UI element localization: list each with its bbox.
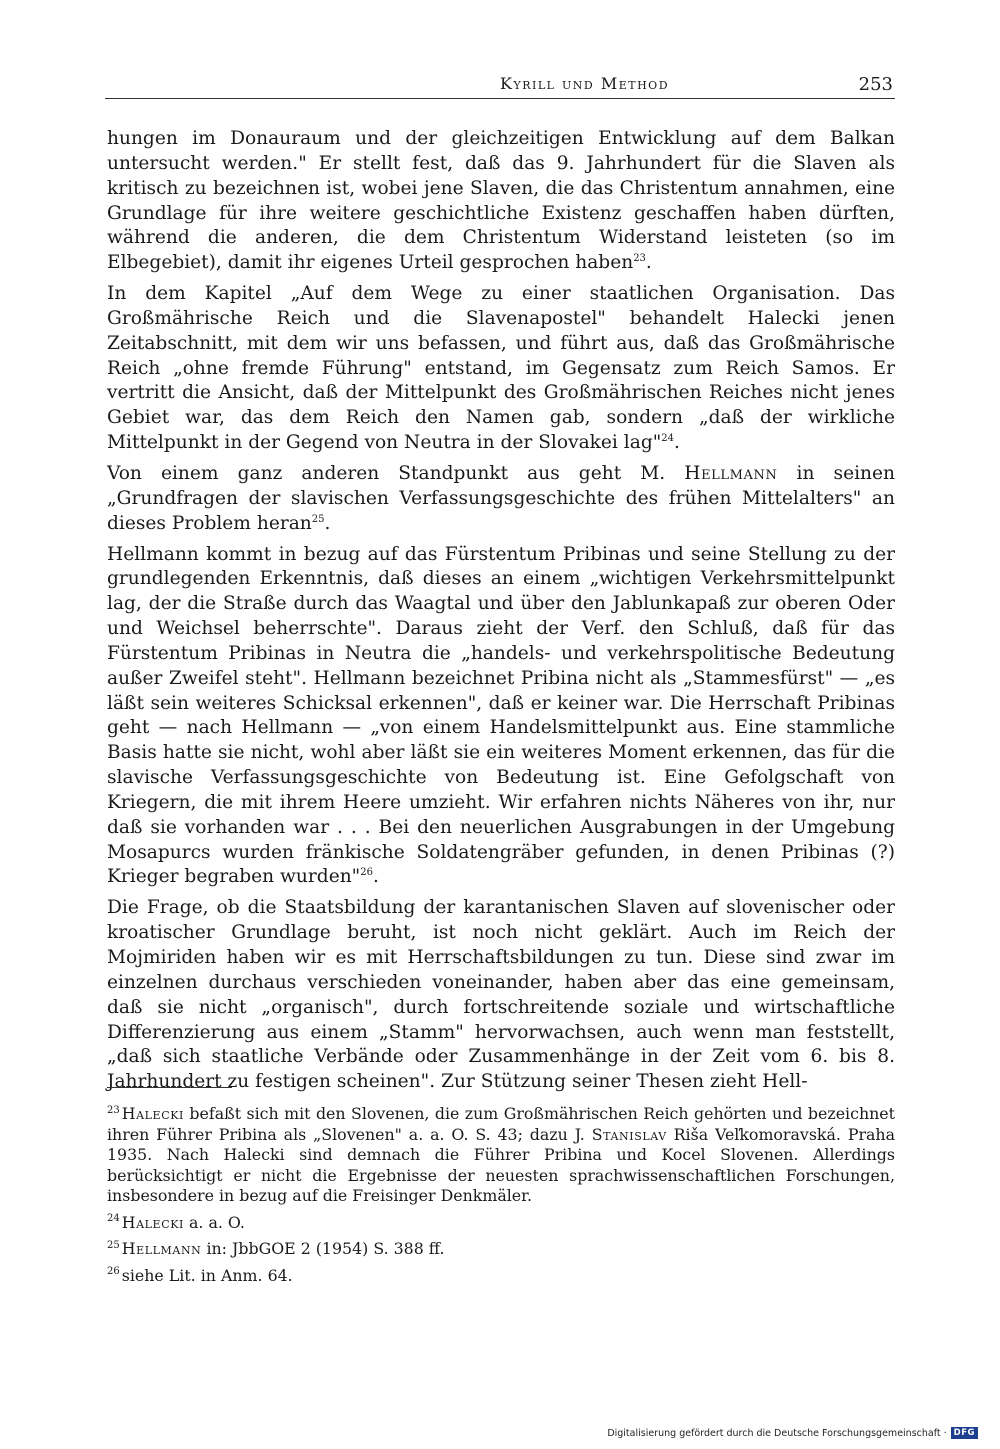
paragraph: hungen im Donauraum und der gleichzeitigen Entwicklung auf dem Balkan untersucht werden." Er stellt fest, daß das 9. Jahrhundert für die Slaven als kritisch zu bezeichnen ist, wobei jene Slaven, die das Christentum annahmen, eine Grundlage für ihre weitere geschichtliche Existenz geschaffen haben dürften, während die anderen, die dem Christentum Widerstand leisteten (so im Elbegebiet), damit ihr eigenes Urteil gesprochen haben$^{23}$.	[107, 128, 895, 274]
author-name: Hellmann	[684, 462, 778, 484]
footnote: $^{26}$ siehe Lit. in Anm. 64.	[107, 1265, 293, 1285]
footnotes	[107, 1104, 895, 1292]
footnote-rule	[107, 1087, 232, 1088]
running-title: Kyrill und Method	[500, 74, 670, 93]
footnote: $^{24}$ Halecki a. a. O.	[107, 1212, 245, 1232]
footnote-number: 24	[107, 1213, 120, 1225]
footnote-reference: 26	[360, 867, 373, 879]
paragraph: Die Frage, ob die Staatsbildung der karantanischen Slaven auf slovenischer oder kroatischer Grundlage beruht, ist noch nicht geklärt. Auch im Reich der Mojmiriden haben wir es mit Herrschaftsbildungen zu tun. Diese sind zwar im einzelnen durchaus verschieden voneinander, haben aber das eine gemeinsam, daß sie nicht „organisch", durch fortschreitende soziale und wirtschaftliche Differenzierung aus einem „Stamm" hervorwachsen, auch wenn man feststellt, „daß sich staatliche Verbände oder Zusammenhänge in der Zeit vom 6. bis 8. Jahrhundert zu festigen scheinen". Zur Stützung seiner Thesen zieht Hell-	[107, 897, 895, 1093]
page-number: 253	[858, 74, 893, 95]
author-name: Hellmann	[121, 1239, 202, 1258]
footnote-reference: 23	[633, 253, 646, 265]
footnote-number: 26	[107, 1266, 120, 1278]
footnote: $^{25}$ Hellmann in: JbbGOE 2 (1954) S. 388 ff.	[107, 1239, 445, 1258]
footnote-number: 23	[107, 1104, 120, 1116]
credit-text: Digitalisierung gefördert durch die Deutsche Forschungsgemeinschaft ·	[607, 1427, 947, 1439]
footnote-number: 25	[107, 1239, 120, 1251]
dfg-logo: DFG	[951, 1427, 978, 1439]
paragraph: In dem Kapitel „Auf dem Wege zu einer staatlichen Organisation. Das Großmährische Reich und die Slavenapostel" behandelt Halecki jenen Zeitabschnitt, mit dem wir uns befassen, und führt aus, daß das Großmährische Reich „ohne fremde Führung" entstand, im Gegensatz zum Reich Samos. Er vertritt die Ansicht, daß der Mittelpunkt des Großmährischen Reiches nicht jenes Gebiet war, das dem Reich den Namen gab, sondern „daß der wirkliche Mittelpunkt in der Gegend von Neutra in der Slovakei lag"$^{24}$.	[107, 283, 895, 454]
footnote-reference: 25	[311, 513, 325, 525]
footnote-reference: 24	[661, 432, 675, 444]
author-name: Stanislav	[591, 1124, 667, 1144]
paragraph: Von einem ganz anderen Standpunkt aus geht M. Hellmann in seinen „Grundfragen der slavischen Verfassungsgeschichte des frühen Mittelalters" an dieses Problem heran$^{25}$.	[107, 462, 895, 534]
footnote: $^{23}$ Halecki befaßt sich mit den Slovenen, die zum Großmährischen Reich gehörten und bezeichnet ihren Führer Pribina als „Slovenen" a. a. O. S. 43; dazu J. Stanislav Riša Veľkomoravská. Praha 1935. Nach Halecki sind demnach die Führer Pribina und Kocel Slovenen. Allerdings berücksichtigt er nicht die Ergebnisse der neuesten sprachwissenschaftlichen Forschungen, insbesondere in bezug auf die Freisinger Denkmäler.	[107, 1104, 896, 1205]
body-text	[107, 127, 895, 1101]
author-name: Halecki	[121, 1212, 184, 1232]
digitization-credit	[607, 1427, 978, 1439]
running-header	[105, 72, 895, 100]
header-rule	[105, 98, 895, 99]
author-name: Halecki	[121, 1104, 184, 1123]
paragraph: Hellmann kommt in bezug auf das Fürstentum Pribinas und seine Stellung zu der grundlegenden Erkenntnis, daß dieses an einem „wichtigen Verkehrsmittelpunkt lag, der die Straße durch das Waagtal und über den Jablunkapaß zur oberen Oder und Weichsel beherrschte". Daraus zieht der Verf. den Schluß, daß für das Fürstentum Pribinas in Neutra die „handels- und verkehrspolitische Bedeutung außer Zweifel steht". Hellmann bezeichnet Pribina nicht als „Stammesfürst" — „es läßt sein weiteres Schicksal erkennen", daß er keiner war. Die Herrschaft Pribinas geht — nach Hellmann — „von einem Handelsmittelpunkt aus. Eine stammliche Basis hatte sie nicht, wohl aber läßt sie ein weiteres Moment erkennen, das für die slavische Verfassungsgeschichte von Bedeutung ist. Eine Gefolgschaft von Kriegern, die mit ihrem Heere umzieht. Wir erfahren nichts Näheres von ihr, nur daß sie vorhanden war . . . Bei den neuerlichen Ausgrabungen in der Umgebung Mosapurcs wurden fränkische Soldatengräber gefunden, in denen Pribinas (?) Krieger begraben wurden"$^{26}$.	[107, 543, 895, 888]
